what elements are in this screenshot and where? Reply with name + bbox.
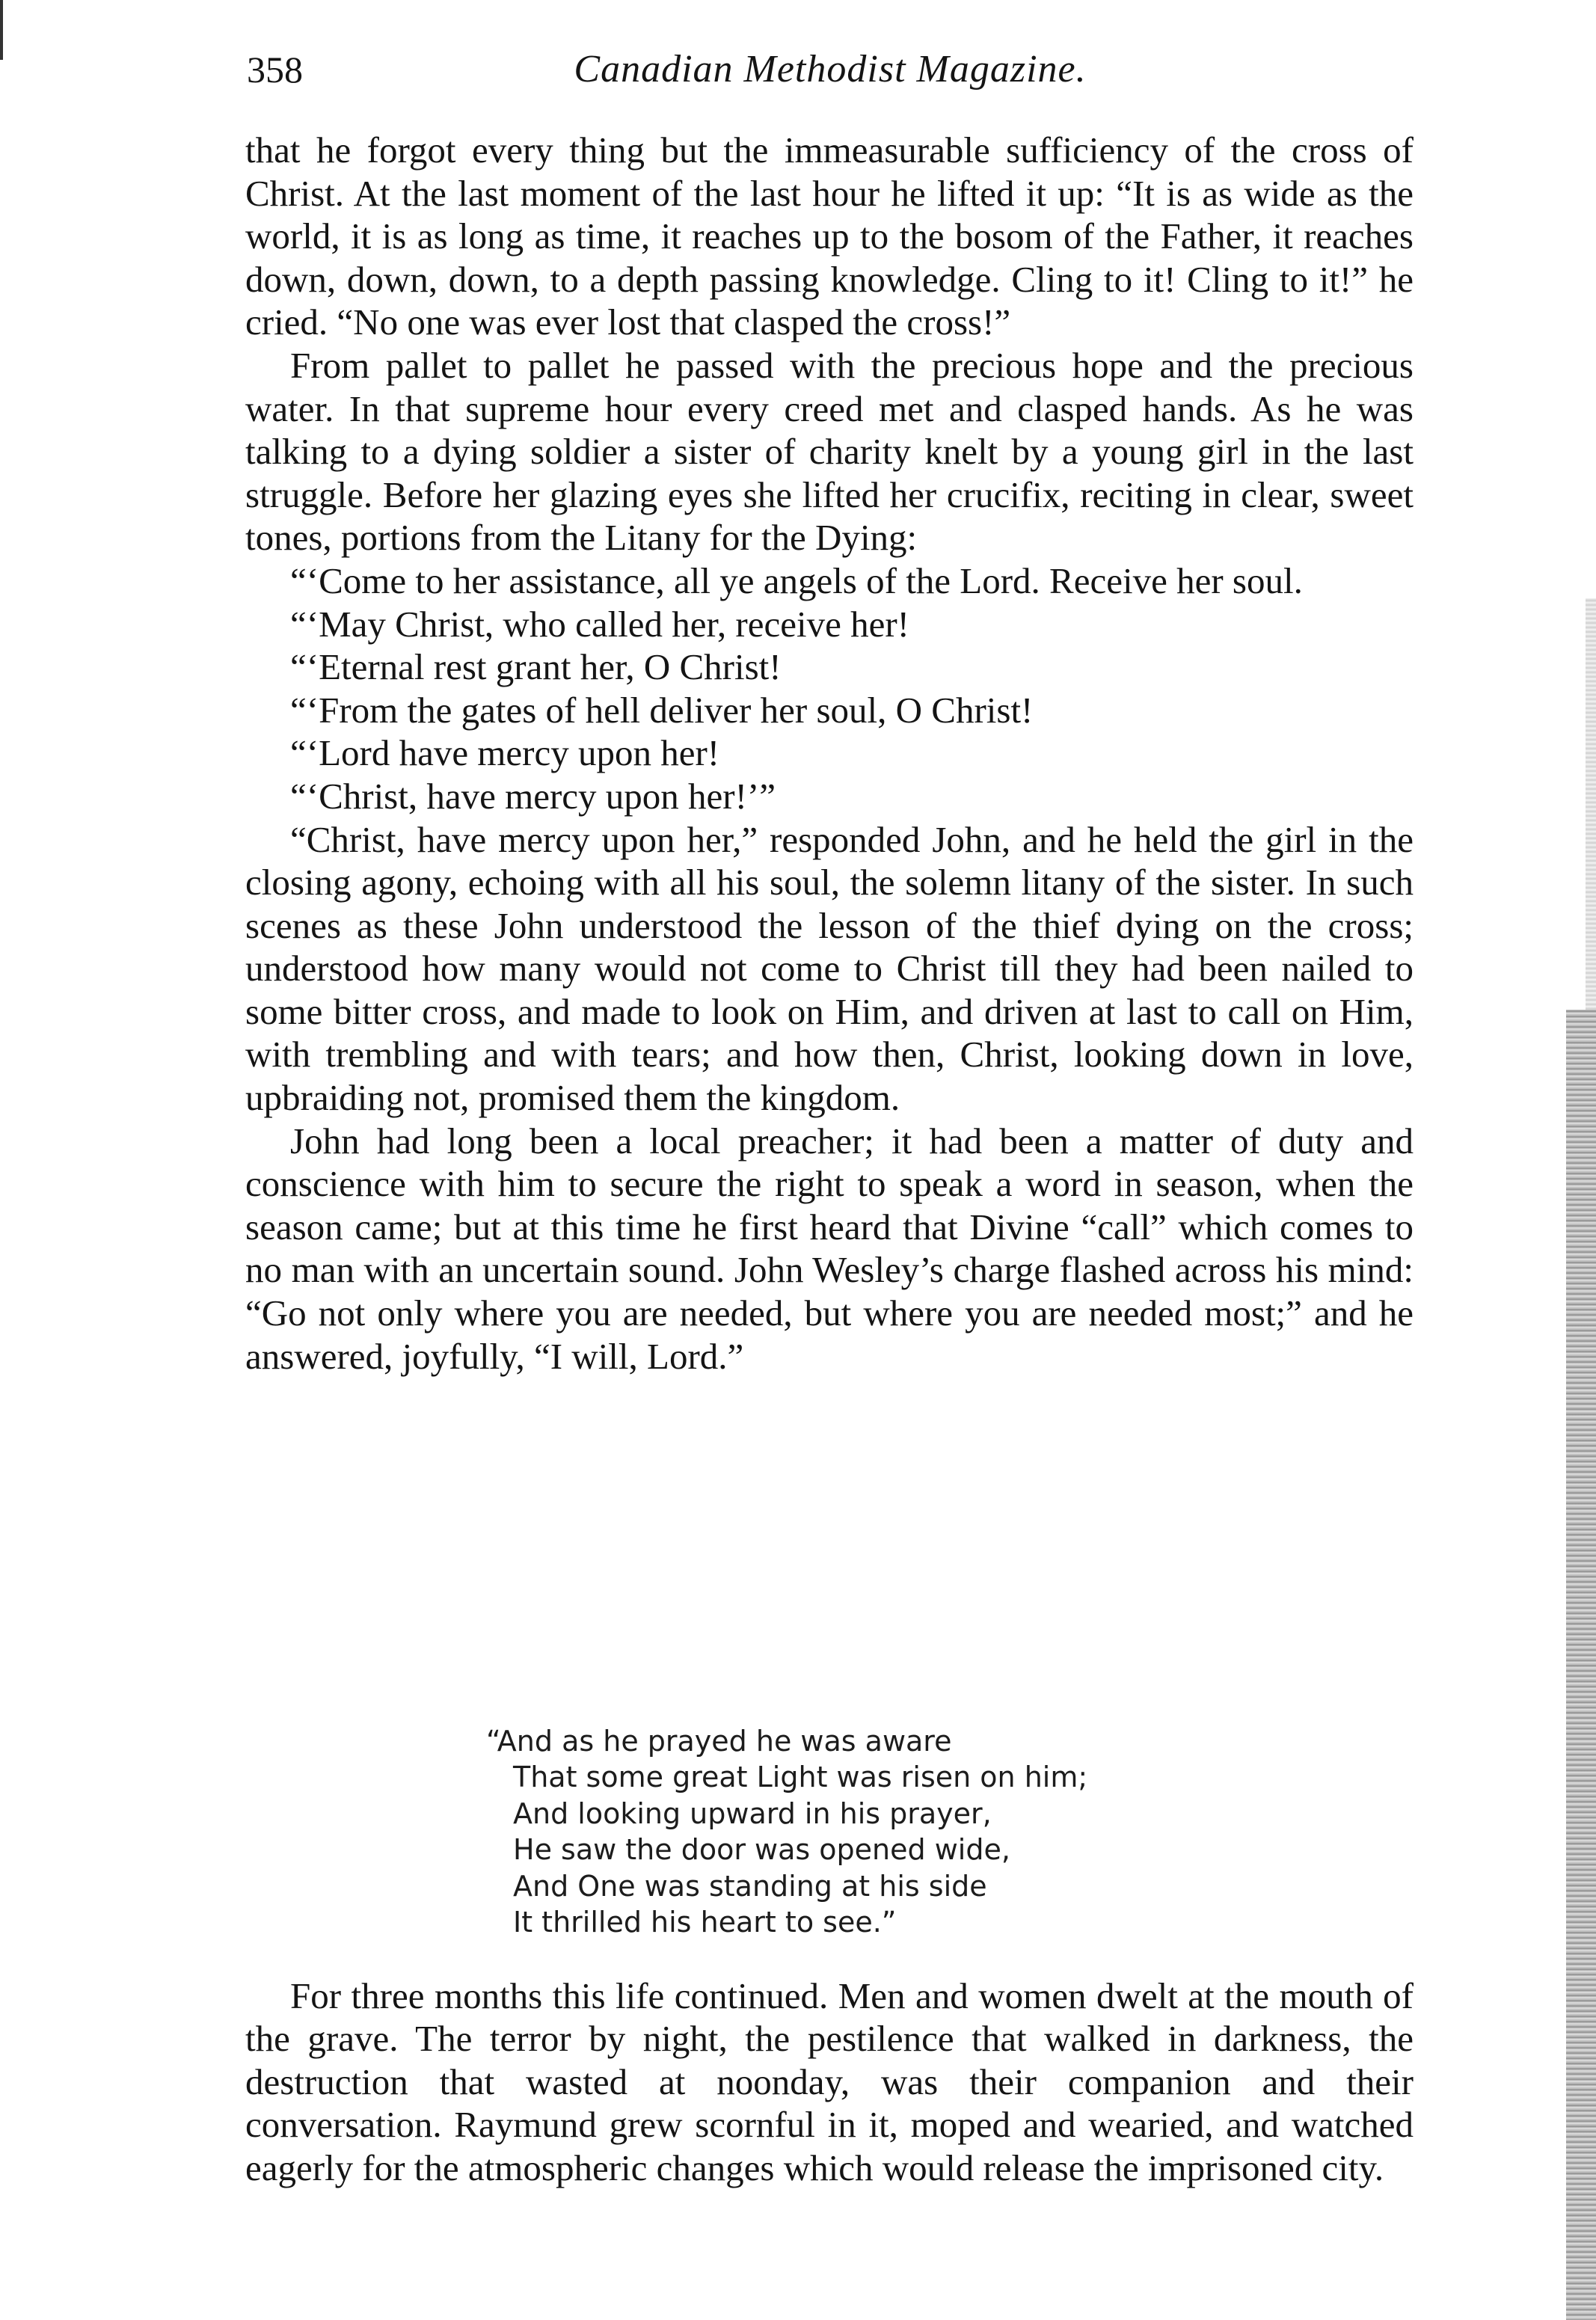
- scan-edge-mark: [0, 0, 3, 60]
- litany-line: “‘From the gates of hell deliver her soul, O Christ!: [290, 689, 1034, 731]
- poem-line: It thrilled his heart to see.”: [513, 1906, 897, 1939]
- poem-line: He saw the door was opened wide,: [513, 1833, 1010, 1867]
- poem-quote: [486, 1723, 1309, 1940]
- litany-line: “‘Eternal rest grant her, O Christ!: [290, 646, 782, 688]
- poem-line: “And as he prayed he was aware: [486, 1725, 952, 1758]
- page-header: [247, 43, 1414, 96]
- paragraph: For three months this life continued. Men and women dwelt at the mouth of the grave. The terror by night, the pestilence that walked in darkness, the destruction that wasted at noonday, was their companion and their conversation. Raymund grew scornful in it, moped and wearied, and watched eagerly for the atmospheric changes which would release the imprisoned city.: [245, 1975, 1414, 2188]
- litany-line: “‘May Christ, who called her, receive her!: [290, 603, 909, 645]
- poem-line: That some great Light was risen on him;: [513, 1761, 1088, 1794]
- poem-line: And looking upward in his prayer,: [513, 1796, 992, 1830]
- main-text: [245, 129, 1414, 1378]
- scan-binding-shadow: [1586, 598, 1596, 1010]
- poem-line: And One was standing at his side: [513, 1869, 987, 1903]
- paragraph: that he forgot every thing but the immeasurable sufficiency of the cross of Christ. At the last moment of the last hour he lifted it up: “It is as wide as the world, it is as long as time, it reaches up to the bosom of the Father, it reaches down, down, down, to a depth passing knowledge. Cling to it! Cling to it!” he cried. “No one was ever lost that clasped the cross!”: [245, 129, 1414, 343]
- paragraph: John had long been a local preacher; it had been a matter of duty and conscience with him to secure the right to speak a word in season, when the season came; but at this time he first heard that Divine “call” which comes to no man with an uncertain sound. John Wesley’s charge flashed across his mind: “Go not only where you are needed, but where you are needed most;” and he answered, joyfully, “I will, Lord.”: [245, 1120, 1414, 1377]
- scan-page-edge: [1566, 1010, 1596, 2320]
- paragraph: “Christ, have mercy upon her,” responded John, and he held the girl in the closing agony, echoing with all his soul, the solemn litany of the sister. In such scenes as these John understood the lesson of the thief dying on the cross; understood how many would not come to Christ till they had been nailed to some bitter cross, and made to look on Him, and driven at last to call on Him, with trembling and with tears; and how then, Christ, looking down in love, upbraiding not, promised them the kingdom.: [245, 818, 1414, 1119]
- page-number: 358: [247, 49, 303, 90]
- running-title: Canadian Methodist Magazine.: [574, 48, 1087, 90]
- litany-line: “‘Come to her assistance, all ye angels of the Lord. Receive her soul.: [290, 559, 1303, 601]
- closing-text: [245, 1974, 1414, 2189]
- litany-line: “‘Christ, have mercy upon her!’”: [290, 775, 776, 817]
- paragraph: From pallet to pallet he passed with the precious hope and the precious water. In that supreme hour every creed met and clasped hands. As he was talking to a dying soldier a sister of charity knelt by a young girl in the last struggle. Before her glazing eyes she lifted her crucifix, reciting in clear, sweet tones, portions from the Litany for the Dying:: [245, 344, 1414, 559]
- litany-line: “‘Lord have mercy upon her!: [290, 732, 720, 774]
